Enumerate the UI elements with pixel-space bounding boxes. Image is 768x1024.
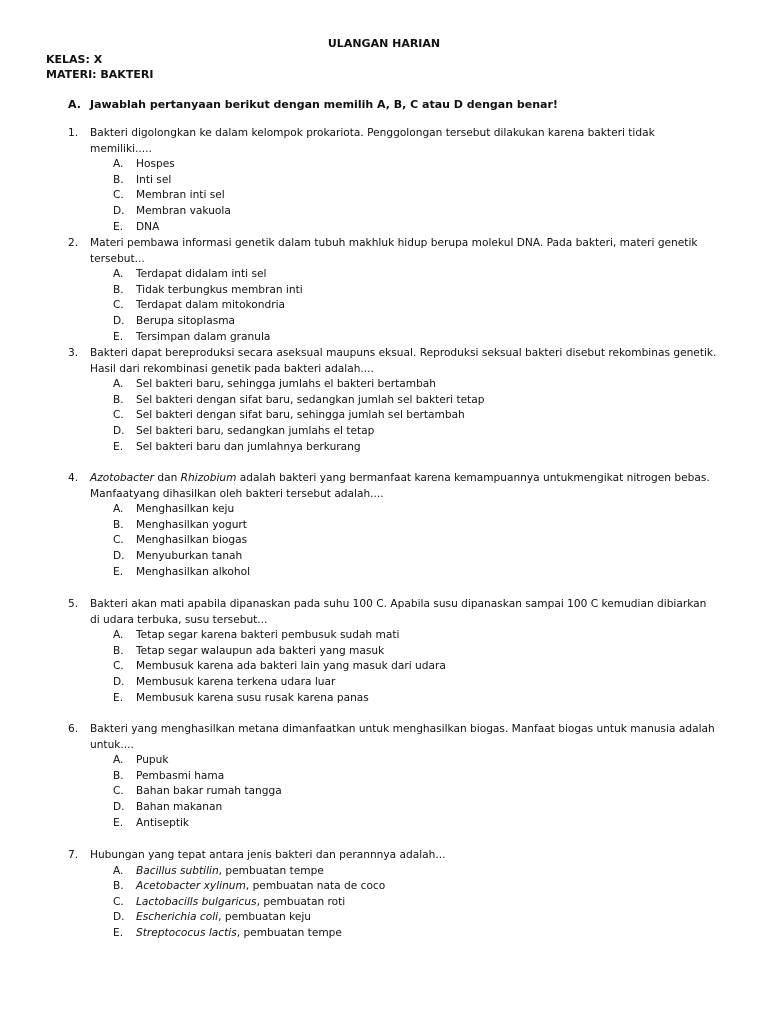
- question-number: 4.: [68, 472, 79, 484]
- option-c[interactable]: C. Lactobacills bulgaricus, pembuatan roti: [113, 895, 346, 908]
- question-number: 3.: [68, 347, 79, 359]
- option-b[interactable]: B. Tetap segar walaupun ada bakteri yang masuk: [113, 644, 385, 657]
- option-e[interactable]: E. DNA: [113, 220, 160, 233]
- option-list: [113, 502, 718, 580]
- question-6: [68, 722, 718, 831]
- page-title: ULANGAN HARIAN: [327, 37, 441, 50]
- option-b[interactable]: B. Menghasilkan yogurt: [113, 518, 247, 531]
- question-7: [68, 848, 718, 942]
- option-d[interactable]: D. Bahan makanan: [113, 800, 223, 813]
- question-text: Hubungan yang tepat antara jenis bakteri dan perannnya adalah...: [90, 849, 446, 861]
- question-text: Azotobacter dan Rhizobium adalah bakteri yang bermanfaat karena kemampuannya untukmengikat nitrogen bebas. Manfaatyang dihasilkan oleh bakteri tersebut adalah....: [90, 472, 710, 500]
- question-text: Bakteri akan mati apabila dipanaskan pada suhu 100 C. Apabila susu dipanaskan sampai 100 C kemudian dibiarkan di udara terbuka, susu tersebut...: [90, 598, 707, 626]
- instruction-text: Jawablah pertanyaan berikut dengan memilih A, B, C atau D dengan benar!: [90, 98, 558, 111]
- option-e[interactable]: E. Streptococus lactis, pembuatan tempe: [113, 926, 342, 939]
- option-a[interactable]: A. Bacillus subtilin, pembuatan tempe: [113, 864, 324, 877]
- option-d[interactable]: D. Escherichia coli, pembuatan keju: [113, 911, 311, 924]
- option-d[interactable]: D. Berupa sitoplasma: [113, 314, 236, 327]
- question-number: 5.: [68, 598, 79, 610]
- option-a[interactable]: A. Tetap segar karena bakteri pembusuk sudah mati: [113, 629, 400, 642]
- option-d[interactable]: D. Membusuk karena terkena udara luar: [113, 675, 336, 688]
- option-list: [113, 753, 718, 831]
- option-a[interactable]: A. Hospes: [113, 158, 175, 171]
- option-a[interactable]: A. Terdapat didalam inti sel: [113, 268, 267, 281]
- option-c[interactable]: C. Membran inti sel: [113, 189, 225, 202]
- question-3: [68, 346, 718, 455]
- question-text: Bakteri yang menghasilkan metana dimanfaatkan untuk menghasilkan biogas. Manfaat biogas untuk manusia adalah untuk....: [90, 723, 715, 751]
- option-b[interactable]: B. Pembasmi hama: [113, 769, 225, 782]
- option-c[interactable]: C. Sel bakteri dengan sifat baru, sehingga jumlah sel bertambah: [113, 409, 465, 422]
- class-label: KELAS: X: [46, 53, 103, 66]
- option-b[interactable]: B. Sel bakteri dengan sifat baru, sedangkan jumlah sel bakteri tetap: [113, 393, 485, 406]
- question-number: 1.: [68, 127, 79, 139]
- option-d[interactable]: D. Menyuburkan tanah: [113, 549, 243, 562]
- question-4: [68, 471, 718, 580]
- question-5: [68, 597, 718, 706]
- option-c[interactable]: C. Bahan bakar rumah tangga: [113, 785, 282, 798]
- question-text: Bakteri dapat bereproduksi secara aseksual maupuns eksual. Reproduksi seksual bakteri disebut rekombinas genetik. Hasil dari rekombinasi genetik pada bakteri adalah....: [90, 347, 717, 375]
- option-e[interactable]: E. Antiseptik: [113, 816, 190, 829]
- question-number: 7.: [68, 849, 79, 861]
- option-a[interactable]: A. Sel bakteri baru, sehingga jumlahs el bakteri bertambah: [113, 378, 437, 391]
- option-list: [113, 157, 718, 235]
- option-b[interactable]: B. Acetobacter xylinum, pembuatan nata de coco: [113, 880, 386, 893]
- question-1: [68, 126, 718, 235]
- option-e[interactable]: E. Membusuk karena susu rusak karena panas: [113, 691, 369, 704]
- question-2: [68, 236, 718, 345]
- option-b[interactable]: B. Inti sel: [113, 173, 172, 186]
- species-name: Azotobacter: [90, 472, 154, 484]
- species-name: Bacillus subtilin: [136, 864, 219, 877]
- option-list: [113, 628, 718, 706]
- option-e[interactable]: E. Menghasilkan alkohol: [113, 565, 251, 578]
- option-c[interactable]: C. Terdapat dalam mitokondria: [113, 299, 286, 312]
- option-e[interactable]: E. Tersimpan dalam granula: [113, 330, 271, 343]
- section-label: A.: [68, 98, 81, 111]
- section-instruction: [68, 98, 558, 111]
- option-a[interactable]: A. Menghasilkan keju: [113, 503, 235, 516]
- option-c[interactable]: C. Membusuk karena ada bakteri lain yang masuk dari udara: [113, 660, 446, 673]
- question-text: Bakteri digolongkan ke dalam kelompok prokariota. Penggolongan tersebut dilakukan karena bakteri tidak memiliki.....: [90, 127, 655, 155]
- option-a[interactable]: A. Pupuk: [113, 754, 169, 767]
- question-text: Materi pembawa informasi genetik dalam tubuh makhluk hidup berupa molekul DNA. Pada bakteri, materi genetik tersebut...: [90, 237, 698, 265]
- option-d[interactable]: D. Membran vakuola: [113, 204, 231, 217]
- option-b[interactable]: B. Tidak terbungkus membran inti: [113, 283, 303, 296]
- question-number: 6.: [68, 723, 79, 735]
- species-name: Rhizobium: [180, 472, 237, 484]
- option-e[interactable]: E. Sel bakteri baru dan jumlahnya berkurang: [113, 440, 361, 453]
- option-list: [113, 864, 718, 942]
- species-name: Streptococus lactis: [136, 926, 237, 939]
- option-list: [113, 267, 718, 345]
- option-c[interactable]: C. Menghasilkan biogas: [113, 534, 248, 547]
- species-name: Acetobacter xylinum: [136, 880, 246, 893]
- option-list: [113, 377, 718, 455]
- question-number: 2.: [68, 237, 79, 249]
- species-name: Lactobacills bulgaricus: [136, 895, 257, 908]
- option-d[interactable]: D. Sel bakteri baru, sedangkan jumlahs el tetap: [113, 424, 375, 437]
- subject-label: MATERI: BAKTERI: [46, 68, 154, 81]
- species-name: Escherichia coli: [136, 911, 219, 924]
